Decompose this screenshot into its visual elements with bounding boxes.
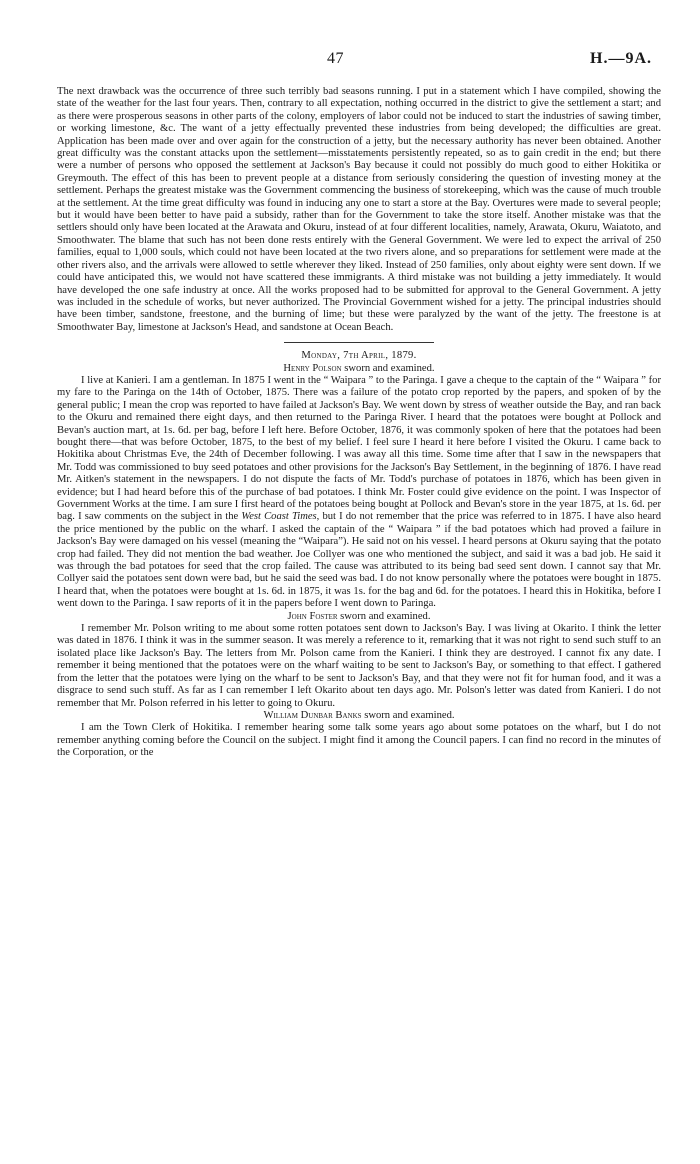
witness-heading-banks xyxy=(57,710,661,722)
witness-name: William Dunbar Banks xyxy=(263,709,362,721)
testimony-text: , but I do not remember that the price was referred to in 1875. I have also heard the price mentioned by the public on the wharf. I asked the captain of the “ Waipara ” if the bad potatoes which had proved a failure in Jackson's Bay were damaged on his vessel (meaning the “Waipara”). He said not on his vessel. I heard persons at Okuru saying that the potato crop had failed. They did not mention the bad weather. Joe Collyer was one who mentioned the subject, and said it was a bad job. He said it was through the bad potatoes for seed that the crop failed. The cause was attributed to its being bad seed sent down. I cannot say that Mr. Collyer said the potatoes sent down were bad, but he said the seed was bad. I do not know personally where the potatoes were bought in 1875. I heard that, when the potatoes were bought at 1s. 6d. in 1875, it was 1s. for the bag and 6d. for the potatoes. I heard this in Hokitika, before I went down to the Paringa. I saw reports of it in the papers before I went down to Paringa. xyxy=(57,511,661,610)
witness-name: Henry Polson xyxy=(283,362,342,374)
witness-suffix: sworn and examined. xyxy=(337,610,431,622)
date-heading: Monday, 7th April, 1879. xyxy=(301,350,417,362)
witness-suffix: sworn and examined. xyxy=(341,362,435,374)
witness-heading-foster xyxy=(57,611,661,623)
section-divider xyxy=(284,342,434,343)
testimony-foster: I remember Mr. Polson writing to me about some rotten potatoes sent down to Jackson's Bay. I was living at Okarito. I think the letter was dated in 1876. I think it was in the summer season. It was merely a reference to it, remarking that it was not right to send such stuff to an isolated place like Jackson's Bay. The letters from Mr. Polson came from the Kanieri. I think they are destroyed. I cannot fix any date. I remember it being mentioned that the potatoes were on the wharf waiting to be sent to Jackson's Bay, or something to that effect. I gathered from the letter that the potatoes were lying on the wharf to be sent to Jackson's Bay, and that they were not fit for human food, and it was a disgrace to send such stuff. As far as I can remember I left Okarito about ten days ago. Mr. Polson's letter was dated from Kanieri. I do not remember that Mr. Polson referred in his letter to going to Okuru. xyxy=(57,623,661,709)
testimony-banks: I am the Town Clerk of Hokitika. I remember hearing some talk some years ago about some potatoes on the wharf, but I do not remember anything coming before the Council on the subject. I might find it among the Council papers. I can find no record in the minutes of the Corporation, or the xyxy=(57,722,661,759)
page-header xyxy=(0,50,700,70)
witness-name: John Foster xyxy=(287,610,338,622)
witness-heading-polson xyxy=(57,363,661,375)
testimony-polson xyxy=(57,375,661,611)
intro-paragraph: The next drawback was the occurrence of three such terribly bad seasons running. I put in a statement which I have compiled, showing the state of the weather for the last four years. Then, contrary to all expectation, nothing occurred in the district to give the settlement a start; and as there were prosperous seasons in other parts of the colony, employers of labor could not be induced to start the industries of sawing timber, or working limestone, &c. The want of a jetty effectually prevented these industries from being developed; the difficulties are great. Application has been made over and over again for the construction of a jetty, but the necessary authority has never been obtained. Another great difficulty was the constant attacks upon the settlement—misstatements persistently repeated, so as to gain credit in the end; but there were a number of persons who opposed the settlement at Jackson's Bay because it could not possibly do much good to either Hokitika or Greymouth. The effect of this has been to prevent people at a distance from seriously considering the question of investing money at the settlement. Perhaps the greatest mistake was the Government commencing the business of storekeeping, which was the cause of much trouble at the settlement. At the time great difficulty was found in inducing any one to start a store at the Bay. Overtures were made to several people; but it would have been better to have paid a subsidy, rather than for the Government to take the store itself. Another mistake was that the settlers should only have been located at the Arawata and Okuru, instead of at four different localities, namely, Arawata, Okuru, Waiatoto, and Smoothwater. The blame that such has not been done rests entirely with the General Government. We were led to expect the arrival of 250 families, equal to 1,000 souls, which could not have been located at the two rivers alone, and so preparations for settlement were made at the other rivers also, and the arrivals were allowed to settle wherever they liked. Instead of 250 families, only about eighty were sent down. If we could have anticipated this, we would not have scattered these immigrants. A third mistake was not building a jetty immediately. It would have developed the one safe industry at once. All the works proposed had to be submitted for approval to the General Government. A jetty was included in the schedule of works, but never authorized. The Provincial Government wished for a jetty. The principal industries should have been timber, sandstone, freestone, and the burning of lime; but these were paralyzed by the want of the jetty. The freestone is at Smoothwater Bay, limestone at Jackson's Head, and sandstone at Ocean Beach. xyxy=(57,86,661,333)
body-text xyxy=(57,86,661,760)
document-reference: H.—9A. xyxy=(590,50,652,67)
witness-suffix: sworn and examined. xyxy=(361,709,455,721)
testimony-text: I live at Kanieri. I am a gentleman. In 1875 I went in the “ Waipara ” to the Paringa. I gave a cheque to the captain of the “ Waipara ” for my fare to the Paringa on the 14th of October, 1875. There was a failure of the potato crop reported by the papers, and spoken of by the general public; I mean the crop was reported to have failed at Jackson's Bay. We went down by stress of weather outside the Bay, and ran back to the Okuru and remained there eight days, and then returned to the Paringa River. I heard that the potatoes were bought at Pollock and Bevan's auction mart, at 1s. 6d. per bag, before I left here. Before October, 1876, it was commonly spoken of here that the potatoes had been bought there—that was before October, 1875, to the best of my belief. I feel sure I heard it here before I visited the Okuru. I came back to Hokitika about Christmas Eve, the 24th of December following. I was away all this time. Some time after that I saw in the newspapers that Mr. Todd was commissioned to buy seed potatoes and other provisions for the Jackson's Bay Settlement, in the beginning of 1876. I have read Mr. Aitken's statement in the newspapers. I do not dispute the facts of Mr. Todd's purchase of potatoes in 1876, which has been given in evidence; but I had heard before this of the purchase of bad potatoes. I think Mr. Foster could give evidence on the point. I was Inspector of Government Works at the time. I am sure I first heard of the potatoes being bought at Pollock and Bevan's store in the year 1875, at 1s. 6d. per bag. I saw comments on the subject in the xyxy=(57,374,661,523)
newspaper-title: West Coast Times xyxy=(241,511,317,523)
page-number: 47 xyxy=(327,50,344,67)
